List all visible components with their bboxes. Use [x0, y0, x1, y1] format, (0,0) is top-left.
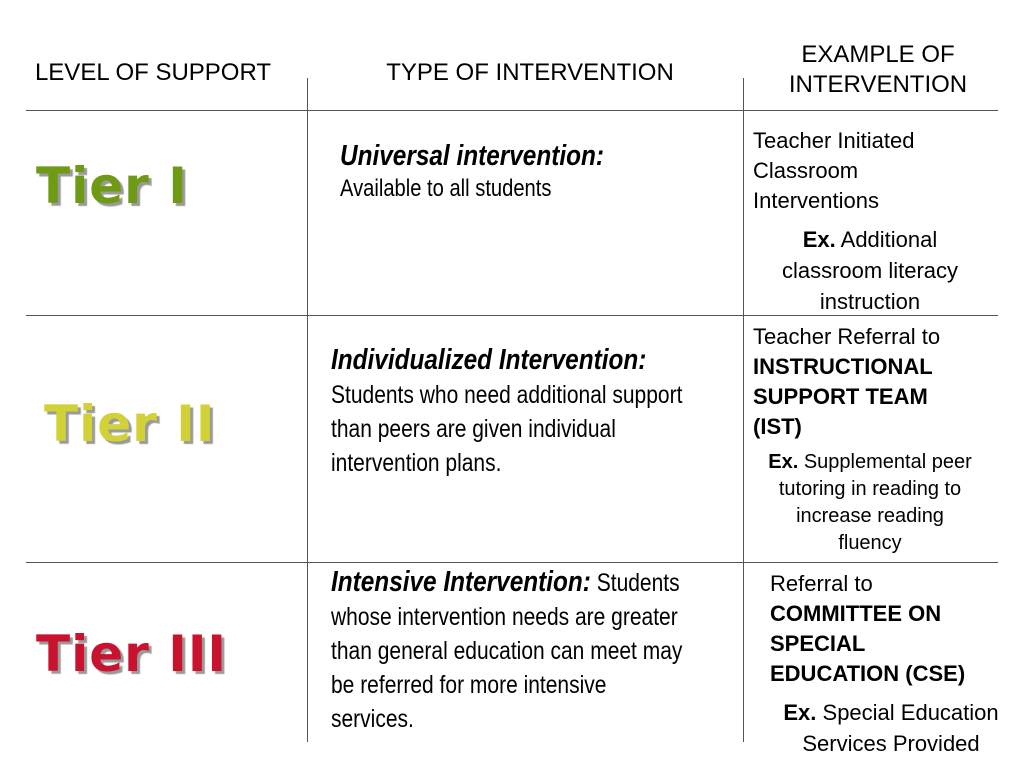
tier-3-example-line: Referral to [770, 571, 873, 596]
tier-1-example-detail [744, 224, 996, 317]
tier-2-example-line: (IST) [753, 414, 802, 439]
tier-2-ex-prefix: Ex. [768, 451, 799, 473]
tier-1-label: Tier I [36, 157, 188, 215]
tier-2-label: Tier II [44, 395, 216, 453]
tier-3-type-title: Intensive Intervention: [331, 566, 591, 598]
tier-2-type-line: than peers are given individual [331, 415, 616, 443]
tier-3-ex-prefix: Ex. [783, 700, 817, 725]
tier-1-ex-line: instruction [819, 289, 921, 314]
tier-2-example-line: INSTRUCTIONAL [753, 354, 933, 379]
tier-2-ex-line: tutoring in reading to [778, 478, 962, 500]
tier-3-example-line: COMMITTEE ON [770, 601, 942, 626]
tier-1-example [753, 126, 1003, 216]
tier-1-type-line: Available to all students [340, 175, 552, 202]
tier-3-ex-line: Services Provided [802, 731, 980, 756]
tier-2-intervention-type [331, 342, 682, 480]
tier-1-ex-line: classroom literacy [781, 258, 959, 283]
tier-3-type-line: be referred for more intensive [331, 671, 607, 699]
header-level-of-support: LEVEL OF SUPPORT [34, 59, 272, 86]
tier-1-example-line: Interventions [753, 188, 879, 213]
header-example-of-intervention [752, 40, 1004, 100]
header-example-line1: EXAMPLE OF [801, 41, 955, 68]
tier-3-example-detail [762, 697, 1020, 759]
tier-3-type-line: than general education can meet may [331, 637, 683, 665]
tier-3-example [770, 569, 1020, 689]
tier-1-intervention-type [340, 138, 604, 204]
tier-2-example-line: SUPPORT TEAM [753, 384, 928, 409]
tier-3-ex-line: Special Education [822, 700, 999, 725]
tier-2-example [753, 322, 1003, 442]
tier-2-ex-line: increase reading [796, 505, 944, 527]
tier-3-example-line: EDUCATION (CSE) [770, 661, 966, 686]
tier-1-example-line: Classroom [753, 158, 859, 183]
column-divider-1 [307, 78, 308, 742]
tier-3-label: Tier III [36, 625, 228, 683]
header-example-line2: INTERVENTION [788, 71, 968, 98]
tier-3-type-line: services. [331, 705, 414, 733]
tier-1-ex-prefix: Ex. [802, 227, 836, 252]
tier-1-type-title: Universal intervention: [340, 140, 604, 172]
tier-2-ex-line: fluency [838, 532, 902, 554]
tier-2-type-line: intervention plans. [331, 449, 502, 477]
header-divider [26, 110, 998, 111]
tier-1-ex-line: Additional [840, 227, 938, 252]
row-divider-2 [26, 562, 998, 563]
tier-2-example-line: Teacher Referral to [753, 324, 941, 349]
tier-2-type-line: Students who need additional support [331, 381, 683, 409]
header-type-of-intervention: TYPE OF INTERVENTION [386, 59, 674, 86]
tier-3-type-line: whose intervention needs are greater [331, 603, 678, 631]
tier-3-example-line: SPECIAL [770, 631, 866, 656]
tier-3-type-title-rest: Students [596, 569, 680, 597]
tier-1-example-line: Teacher Initiated [753, 128, 915, 153]
tier-2-ex-line: Supplemental peer [803, 451, 972, 473]
tier-3-intervention-type [331, 565, 682, 736]
tier-2-example-detail [744, 449, 996, 557]
column-divider-2 [743, 78, 744, 742]
tier-2-type-title: Individualized Intervention: [331, 344, 647, 376]
